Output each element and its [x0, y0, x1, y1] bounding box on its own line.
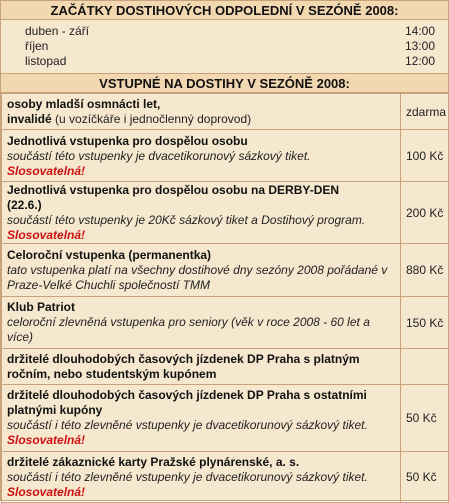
price-row-description	[2, 244, 401, 297]
price-table	[1, 93, 449, 503]
prices-header: VSTUPNÉ NA DOSTIHY V SEZÓNĚ 2008:	[1, 73, 448, 93]
raffle-label: Slosovatelná!	[7, 433, 86, 447]
schedule-row	[1, 39, 448, 54]
price-row-title: Jednotlivá vstupenka pro dospělou osobu na DERBY-DEN	[7, 182, 340, 197]
price-row	[2, 297, 449, 349]
schedule-period: listopad	[25, 54, 67, 68]
price-row-title-line2: invalidé (u vozíčkáře i jednočlenný doprovod)	[7, 111, 252, 126]
price-row-title: osoby mladší osmnácti let,	[7, 96, 161, 111]
schedule-time: 13:00	[405, 39, 436, 53]
price-row-title: držitelé zákaznické karty Pražské plynárenské, a. s.	[7, 454, 300, 469]
schedule-time: 14:00	[405, 24, 436, 38]
price-row-desc-wrap	[7, 213, 396, 243]
price-value: zdarma	[401, 94, 449, 130]
price-row-description	[2, 182, 401, 244]
price-row	[2, 349, 449, 385]
schedule-period: říjen	[25, 39, 49, 53]
price-row-title: držitelé dlouhodobých časových jízdenek DP Praha s platným ročním, nebo studentským kupónem	[7, 351, 360, 381]
raffle-label: Slosovatelná!	[7, 227, 86, 242]
schedule-header: ZAČÁTKY DOSTIHOVÝCH ODPOLEDNÍ V SEZÓNĚ 2008:	[1, 1, 448, 20]
price-value: 50 Kč	[401, 385, 449, 452]
price-row-desc-wrap	[7, 470, 396, 500]
price-row-note: (u vozíčkáře i jednočlenný doprovod)	[55, 111, 252, 126]
price-row-description	[2, 385, 401, 452]
price-row-title-line2: (22.6.)	[7, 197, 42, 212]
raffle-label: Slosovatelná!	[7, 484, 86, 499]
price-row	[2, 130, 449, 182]
price-value: 50 Kč	[401, 452, 449, 503]
price-value: 200 Kč	[401, 182, 449, 244]
price-value: 880 Kč	[401, 244, 449, 297]
price-value: 150 Kč	[401, 297, 449, 349]
schedule-list	[1, 20, 448, 73]
price-row-desc: součástí této vstupenky je 20Kč sázkový tiket a Dostihový program.	[7, 212, 366, 227]
price-row-desc: tato vstupenka platí na všechny dostihové dny sezóny 2008 pořádané v Praze-Velké Chuchli společností TMM	[7, 262, 388, 292]
price-row-desc: součástí i této zlevněné vstupenky je dvacetikorunový sázkový tiket.	[7, 469, 368, 484]
price-row-title: Celoroční vstupenka (permanentka)	[7, 247, 212, 262]
price-row	[2, 452, 449, 503]
price-row	[2, 182, 449, 244]
price-row	[2, 244, 449, 297]
price-row-title: držitelé dlouhodobých časových jízdenek DP Praha s ostatními platnými kupóny	[7, 388, 367, 417]
price-row-desc-wrap	[7, 418, 396, 448]
price-row	[2, 385, 449, 452]
price-row-title: Jednotlivá vstupenka pro dospělou osobu	[7, 133, 248, 148]
schedule-time: 12:00	[405, 54, 436, 68]
price-row-description	[2, 349, 401, 385]
price-row-title: Klub Patriot	[7, 300, 75, 314]
price-row-desc: součástí i této zlevněné vstupenky je dvacetikorunový sázkový tiket.	[7, 418, 368, 432]
schedule-period: duben - září	[25, 24, 90, 38]
raffle-label: Slosovatelná!	[7, 163, 86, 178]
price-row-desc: součástí této vstupenky je dvacetikorunový sázkový tiket.	[7, 148, 311, 163]
schedule-row	[1, 24, 448, 39]
price-row-description	[2, 452, 401, 503]
price-value	[401, 349, 449, 385]
price-row-description	[2, 130, 401, 182]
price-value: 100 Kč	[401, 130, 449, 182]
price-row	[2, 94, 449, 130]
price-row-desc: celoroční zlevněná vstupenka pro seniory (věk v roce 2008 - 60 let a více)	[7, 315, 370, 344]
schedule-row	[1, 54, 448, 69]
price-row-description	[2, 94, 401, 130]
price-row-description	[2, 297, 401, 349]
